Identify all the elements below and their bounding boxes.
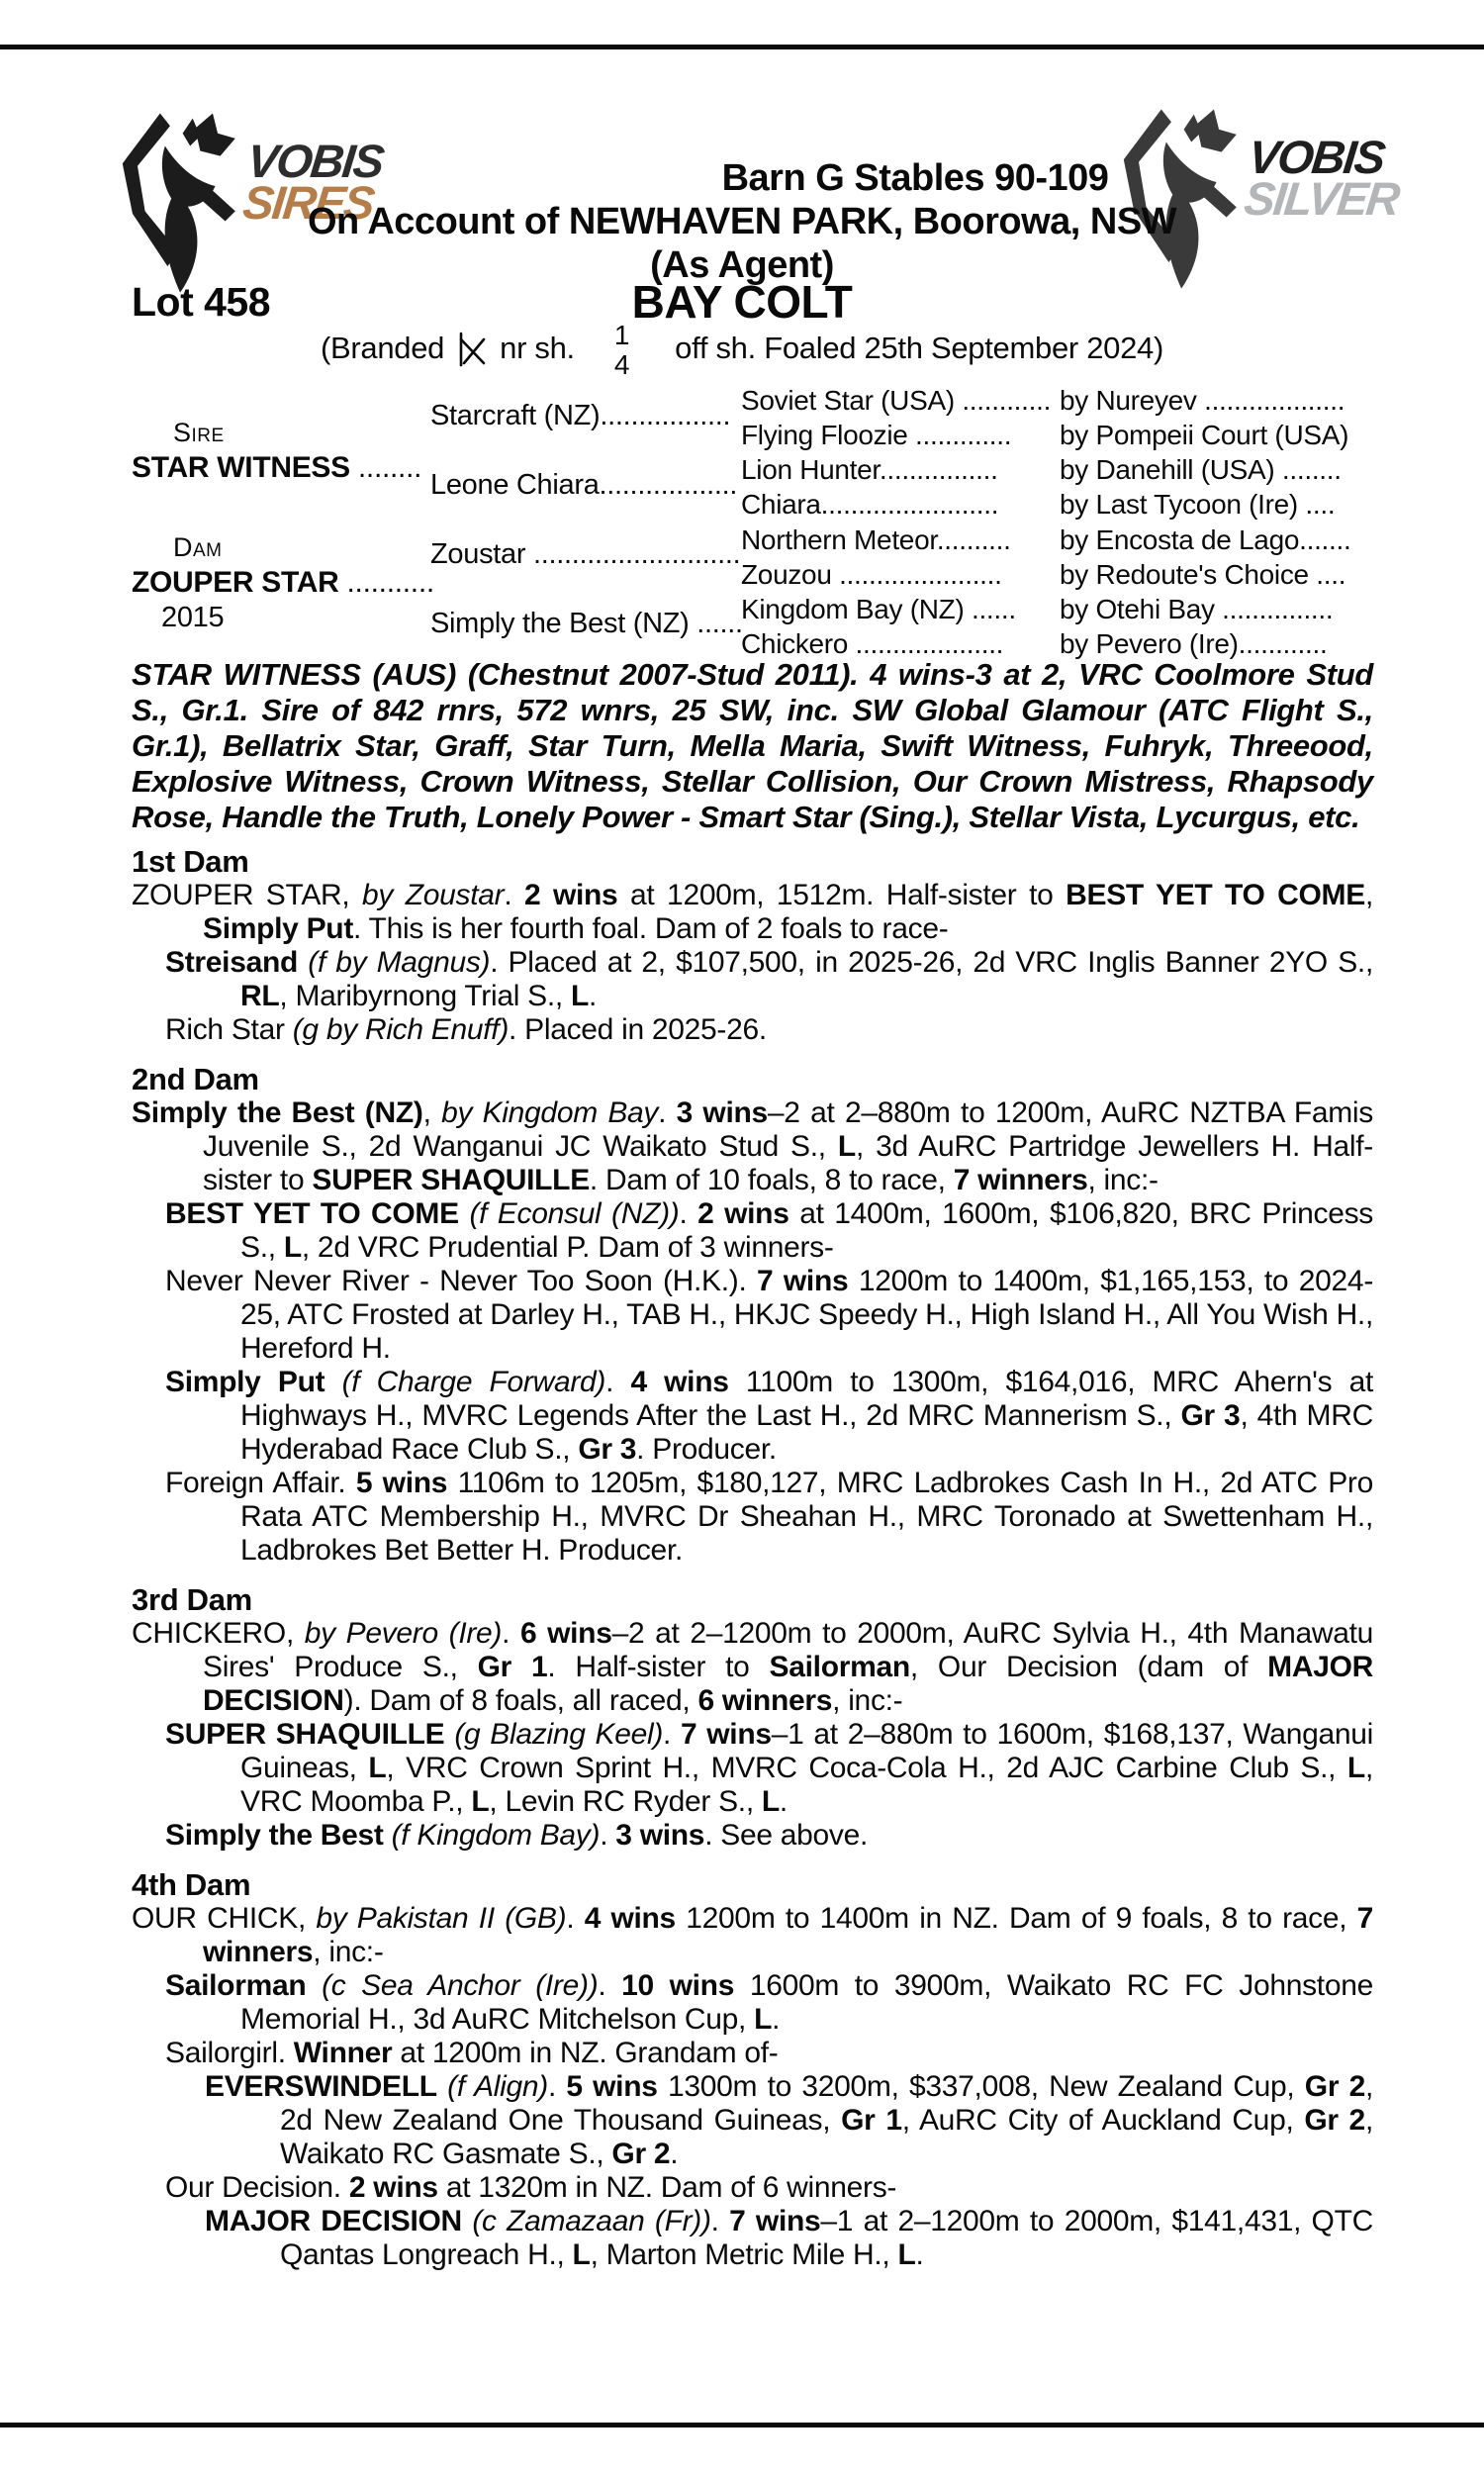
entry-segment: OUR CHICK, <box>132 1902 317 1935</box>
dam-name: ZOUPER STAR ........... <box>132 566 434 599</box>
entry-segment: 6 wins <box>519 1617 612 1650</box>
entry-segment: . Placed in 2025-26. <box>509 1013 767 1046</box>
entry-segment: Winner <box>293 2037 393 2069</box>
lot-number: Lot 458 <box>132 279 271 325</box>
sire-name: STAR WITNESS ........ <box>132 451 422 484</box>
entry-segment: Gr 3 <box>1180 1399 1241 1432</box>
pedigree-parents-column <box>132 384 434 661</box>
entry-segment: , VRC Crown Sprint H., MVRC Coca-Cola H., 2d AJC Carbine Club S., <box>386 1752 1347 1784</box>
entry-segment: 7 wins <box>729 2205 821 2237</box>
entry-segment: , VRC Moomba P., <box>240 1752 1373 1818</box>
pedigree-entry <box>132 1265 1373 1366</box>
pedigree-entry <box>132 946 1373 1013</box>
entry-segment: L <box>572 2238 591 2271</box>
entry-segment: at 1200m, 1512m. Half-sister to <box>617 879 1067 911</box>
entry-segment: 1100m to 1300m, $164,016, MRC Ahern's at Highways H., MVRC Legends After the Last H., 2d MRC Mannerism S., <box>240 1366 1374 1432</box>
entry-segment: , AuRC City of Auckland Cup, <box>901 2104 1305 2137</box>
branded-prefix: (Branded <box>320 331 445 365</box>
entry-segment: 2 wins <box>348 2171 438 2204</box>
agent-line: (As Agent) <box>650 244 834 286</box>
entry-segment: –2 at 2–880m to 1200m, AuRC NZTBA Famis Juvenile S., 2d Wanganui JC Waikato Stud S., <box>203 1096 1373 1163</box>
entry-segment: . <box>772 2003 781 2036</box>
entry-segment: . <box>502 1617 520 1650</box>
entry-segment <box>437 2070 447 2103</box>
entry-segment: . <box>658 1096 677 1129</box>
entry-segment: Simply the Best (NZ) <box>132 1096 423 1129</box>
entry-segment: . <box>710 2205 730 2237</box>
top-rule <box>0 45 1484 49</box>
entry-segment: (g Blazing Keel) <box>454 1718 664 1751</box>
entry-segment: . <box>915 2238 924 2271</box>
entry-segment: Gr 2 <box>1304 2104 1365 2137</box>
brand-fraction <box>614 321 629 380</box>
entry-segment <box>462 2205 472 2237</box>
page-title: BAY COLT <box>631 276 853 328</box>
entry-segment: 7 winners <box>953 1164 1088 1196</box>
entry-segment: 10 wins <box>621 1969 735 2002</box>
grandparent-name: Leone Chiara.................. <box>430 469 738 501</box>
entry-segment: MAJOR DECISION <box>203 1651 1373 1717</box>
dam-section-title: 2nd Dam <box>132 1062 259 1096</box>
entry-segment <box>384 1819 392 1852</box>
entry-segment: . This is her fourth foal. Dam of 2 foals to race- <box>353 912 949 945</box>
entry-segment: , Levin RC Ryder S., <box>489 1785 762 1818</box>
entry-segment: 2 wins <box>697 1197 789 1230</box>
great-grandparent-row: Chiara........................ by Last Tycoon (Ire) .... <box>741 489 1336 521</box>
entry-segment: . <box>779 1785 788 1818</box>
entry-segment <box>298 946 308 979</box>
entry-segment: Rich Star <box>165 1013 293 1046</box>
entry-segment: at 1400m, 1600m, $106,820, BRC Princess S., <box>240 1197 1373 1264</box>
logo-word-vobis: VOBIS <box>244 135 386 187</box>
entry-segment: L <box>283 1231 302 1264</box>
entry-segment: , <box>422 1096 442 1129</box>
entry-segment: 7 wins <box>680 1718 772 1751</box>
entry-segment: 6 winners <box>697 1684 833 1717</box>
entry-segment: . <box>605 1366 631 1398</box>
entry-segment: (c Sea Anchor (Ire)) <box>322 1969 599 2002</box>
pedigree-entry <box>132 1096 1373 1197</box>
barn-line: Barn G Stables 90-109 <box>721 157 1109 199</box>
entry-segment <box>459 1197 470 1230</box>
pedigree-entry <box>132 1467 1373 1568</box>
entry-segment: –1 at 2–880m to 1600m, $168,137, Wanganui Guineas, <box>240 1718 1373 1784</box>
entry-segment: (c Zamazaan (Fr)) <box>472 2205 711 2237</box>
entry-segment: . <box>566 1902 585 1935</box>
entry-segment: L <box>837 1130 856 1163</box>
entry-segment: 1200m to 1400m in NZ. Dam of 9 foals, 8 to race, <box>675 1902 1357 1935</box>
entry-segment: 4 wins <box>630 1366 729 1398</box>
pedigree-entry <box>132 1617 1373 1718</box>
entry-segment: , inc:- <box>313 1936 384 1968</box>
entry-segment: . <box>679 1197 698 1230</box>
entry-segment: BEST YET TO COME <box>165 1197 459 1230</box>
entry-segment: (f Charge Forward) <box>341 1366 606 1398</box>
entry-segment <box>444 1718 454 1751</box>
fraction-numerator: 1 <box>613 320 630 350</box>
pedigree-table <box>132 384 1373 661</box>
pedigree-entry <box>132 1969 1373 2037</box>
entry-segment: SUPER SHAQUILLE <box>312 1164 590 1196</box>
dam-sections <box>132 844 1373 2272</box>
entry-segment: Sailorgirl. <box>165 2037 294 2069</box>
entry-segment: BEST YET TO COME <box>1066 879 1365 911</box>
entry-segment: by Pevero (Ire) <box>304 1617 503 1650</box>
great-grandparent-row: Flying Floozie ............. by Pompeii Court (USA) <box>741 420 1349 451</box>
entry-segment: , Our Decision (dam of <box>909 1651 1268 1683</box>
pedigree-entry <box>132 1902 1373 1969</box>
entry-segment <box>325 1366 341 1398</box>
entry-segment: , 3d AuRC Partridge Jewellers H. Half-sister to <box>203 1130 1373 1196</box>
entry-segment: by Kingdom Bay <box>441 1096 659 1129</box>
dam-section-title: 3rd Dam <box>132 1582 252 1617</box>
entry-segment: 1300m to 3200m, $337,008, New Zealand Cup, <box>657 2070 1305 2103</box>
entry-segment: (f Align) <box>447 2070 548 2103</box>
entry-segment: L <box>761 1785 780 1818</box>
entry-segment: 3 wins <box>676 1096 768 1129</box>
entry-segment: ZOUPER STAR, <box>132 879 363 911</box>
entry-segment: 3 wins <box>615 1819 705 1852</box>
account-line: On Account of NEWHAVEN PARK, Boorowa, NSW <box>307 201 1177 242</box>
great-grandparent-row: Northern Meteor.......... by Encosta de Lago....... <box>741 523 1351 555</box>
entry-segment: (f Kingdom Bay) <box>391 1819 601 1852</box>
entry-segment: L <box>754 2003 773 2036</box>
entry-segment: EVERSWINDELL <box>205 2070 437 2103</box>
entry-segment: –2 at 2–1200m to 2000m, AuRC Sylvia H., 4th Manawatu Sires' Produce S., <box>203 1617 1374 1683</box>
logo-word-silver: SILVER <box>1242 172 1401 225</box>
pedigree-great-grandparents-column <box>741 384 1373 661</box>
entry-segment: . <box>598 1969 622 2002</box>
entry-segment: . Dam of 10 foals, 8 to race, <box>589 1164 954 1196</box>
pedigree-entry <box>132 1013 1373 1047</box>
entry-segment: 4 wins <box>584 1902 676 1935</box>
entry-segment: Simply the Best <box>165 1819 384 1852</box>
entry-segment: L <box>471 1785 490 1818</box>
entry-segment: (g by Rich Enuff) <box>292 1013 510 1046</box>
great-grandparent-row: Soviet Star (USA) ............ by Nureyev ................... <box>741 385 1345 416</box>
grandparent-name: Starcraft (NZ)................. <box>430 400 731 431</box>
entry-segment: L <box>1346 1752 1365 1784</box>
pedigree-entry <box>132 879 1373 946</box>
entry-segment: 7 winners <box>203 1902 1374 1968</box>
branded-suffix: off sh. Foaled 25th September 2024) <box>675 331 1164 365</box>
entry-segment: , <box>1364 879 1373 911</box>
great-grandparent-row: Kingdom Bay (NZ) ...... by Otehi Bay ............... <box>741 593 1334 624</box>
entry-segment: L <box>570 980 589 1012</box>
entry-segment: Gr 3 <box>578 1433 637 1466</box>
entry-segment: , Maribyrnong Trial S., <box>279 980 571 1012</box>
entry-segment: , 4th MRC Hyderabad Race Club S., <box>240 1399 1373 1466</box>
entry-segment: at 1320m in NZ. Dam of 6 winners- <box>437 2171 897 2204</box>
logo-word-vobis: VOBIS <box>1246 131 1387 183</box>
pedigree-entry <box>132 1366 1373 1467</box>
great-grandparent-row: Chickero .................... by Pevero (Ire)............ <box>741 627 1328 659</box>
entry-segment: , 2d New Zealand One Thousand Guineas, <box>280 2070 1373 2137</box>
pedigree-entry <box>132 2037 1373 2070</box>
bottom-rule <box>0 2423 1484 2427</box>
entry-segment: . Placed at 2, $107,500, in 2025-26, 2d VRC Inglis Banner 2YO S., <box>490 946 1373 979</box>
fraction-denominator: 4 <box>613 349 630 380</box>
entry-segment: Simply Put <box>203 912 354 945</box>
dam-section-title: 1st Dam <box>132 844 249 879</box>
grandparent-name: Zoustar ........................... <box>430 538 741 570</box>
entry-segment: 1200m to 1400m, $1,165,153, to 2024-25, ATC Frosted at Darley H., TAB H., HKJC Speedy H., High Island H., All You Wish H., Hereford H. <box>240 1265 1374 1365</box>
entry-segment: at 1200m in NZ. Grandam of- <box>392 2037 779 2069</box>
pedigree-entry <box>132 1819 1373 1853</box>
entry-segment: . Producer. <box>636 1433 777 1466</box>
entry-segment: Foreign Affair. <box>165 1467 356 1499</box>
entry-segment: . <box>548 2070 567 2103</box>
entry-segment: , 2d VRC Prudential P. Dam of 3 winners- <box>301 1231 834 1264</box>
great-grandparent-row: Zouzou ...................... by Redoute's Choice .... <box>741 558 1346 590</box>
entry-segment: by Pakistan II (GB) <box>316 1902 567 1935</box>
branded-line <box>0 319 1484 378</box>
entry-segment: . See above. <box>704 1819 869 1852</box>
entry-segment: by Zoustar <box>362 879 505 911</box>
entry-segment: MAJOR DECISION <box>205 2205 462 2237</box>
entry-segment: CHICKERO, <box>132 1617 305 1650</box>
entry-segment: Streisand <box>165 946 299 979</box>
entry-segment: 5 wins <box>355 1467 448 1499</box>
entry-segment: . Half-sister to <box>547 1651 770 1683</box>
entry-segment: Never Never River - Never Too Soon (H.K.). <box>165 1265 757 1297</box>
entry-segment: . <box>663 1718 681 1751</box>
entry-segment: , Marton Metric Mile H., <box>590 2238 898 2271</box>
entry-segment: . <box>589 980 598 1012</box>
entry-segment: . <box>670 2138 679 2170</box>
sire-label: Sire <box>173 418 225 447</box>
entry-segment: Gr 1 <box>477 1651 548 1683</box>
dam-year: 2015 <box>161 602 225 633</box>
entry-segment: –1 at 2–1200m to 2000m, $141,431, QTC Qantas Longreach H., <box>280 2205 1373 2271</box>
entry-segment: Simply Put <box>165 1366 325 1398</box>
great-grandparent-row: Lion Hunter................ by Danehill (USA) ........ <box>741 454 1342 486</box>
entry-segment: (f by Magnus) <box>308 946 491 979</box>
entry-segment <box>306 1969 322 2002</box>
pedigree-body <box>132 657 1373 2272</box>
pedigree-entry <box>132 2205 1373 2272</box>
grandparent-name: Simply the Best (NZ) ...... <box>430 608 743 639</box>
entry-segment: RL <box>240 980 280 1012</box>
entry-segment: , inc:- <box>1087 1164 1159 1196</box>
pedigree-entry <box>132 2070 1373 2171</box>
entry-segment: Sailorman <box>769 1651 910 1683</box>
entry-segment: Our Decision. <box>165 2171 349 2204</box>
entry-segment: 1600m to 3900m, Waikato RC FC Johnstone Memorial H., 3d AuRC Mitchelson Cup, <box>240 1969 1373 2036</box>
entry-segment: 1106m to 1205m, $180,127, MRC Ladbrokes Cash In H., 2d ATC Pro Rata ATC Membership H., MVRC Dr Sheahan H., MRC Toronado at Swettenham H., Ladbrokes Bet Better H. Producer. <box>240 1467 1373 1567</box>
entry-segment: (f Econsul (NZ)) <box>469 1197 680 1230</box>
entry-segment: Gr 2 <box>1304 2070 1365 2103</box>
entry-segment: SUPER SHAQUILLE <box>165 1718 445 1751</box>
entry-segment: 2 wins <box>523 879 618 911</box>
entry-segment: 5 wins <box>566 2070 658 2103</box>
entry-segment: ). Dam of 8 foals, all raced, <box>343 1684 698 1717</box>
entry-segment: L <box>368 1752 387 1784</box>
entry-segment: . <box>600 1819 616 1852</box>
entry-segment: Gr 1 <box>841 2104 902 2137</box>
branded-nearside: nr sh. <box>500 331 575 365</box>
dam-section-title: 4th Dam <box>132 1867 251 1902</box>
pedigree-grandparents-column <box>430 384 743 661</box>
pedigree-entry <box>132 1197 1373 1265</box>
pedigree-entry <box>132 1718 1373 1819</box>
brand-mark-icon <box>456 331 490 370</box>
pedigree-entry <box>132 2171 1373 2205</box>
logo-word-sires: SIRES <box>240 176 376 229</box>
entry-segment: . <box>504 879 524 911</box>
entry-segment: L <box>897 2238 916 2271</box>
entry-segment: Gr 2 <box>611 2138 671 2170</box>
entry-segment: Sailorman <box>165 1969 307 2002</box>
sire-summary: STAR WITNESS (AUS) (Chestnut 2007-Stud 2011). 4 wins-3 at 2, VRC Coolmore Stud S., Gr.1. Sire of 842 rnrs, 572 wnrs, 25 SW, inc. SW Global Glamour (ATC Flight S., Gr.1), Bellatrix Star, Graff, Star Turn, Mella Maria, Swift Witness, Fuhryk, Threeood, Explosive Witness, Crown Witness, Stellar Collision, Our Crown Mistress, Rhapsody Rose, Handle the Truth, Lonely Power - Smart Star (Sing.), Stellar Vista, Lycurgus, etc. <box>132 657 1373 834</box>
entry-segment: , inc:- <box>832 1684 903 1717</box>
entry-segment: 7 wins <box>757 1265 849 1297</box>
entry-segment: , Waikato RC Gasmate S., <box>280 2104 1373 2170</box>
dam-label: Dam <box>173 532 223 562</box>
